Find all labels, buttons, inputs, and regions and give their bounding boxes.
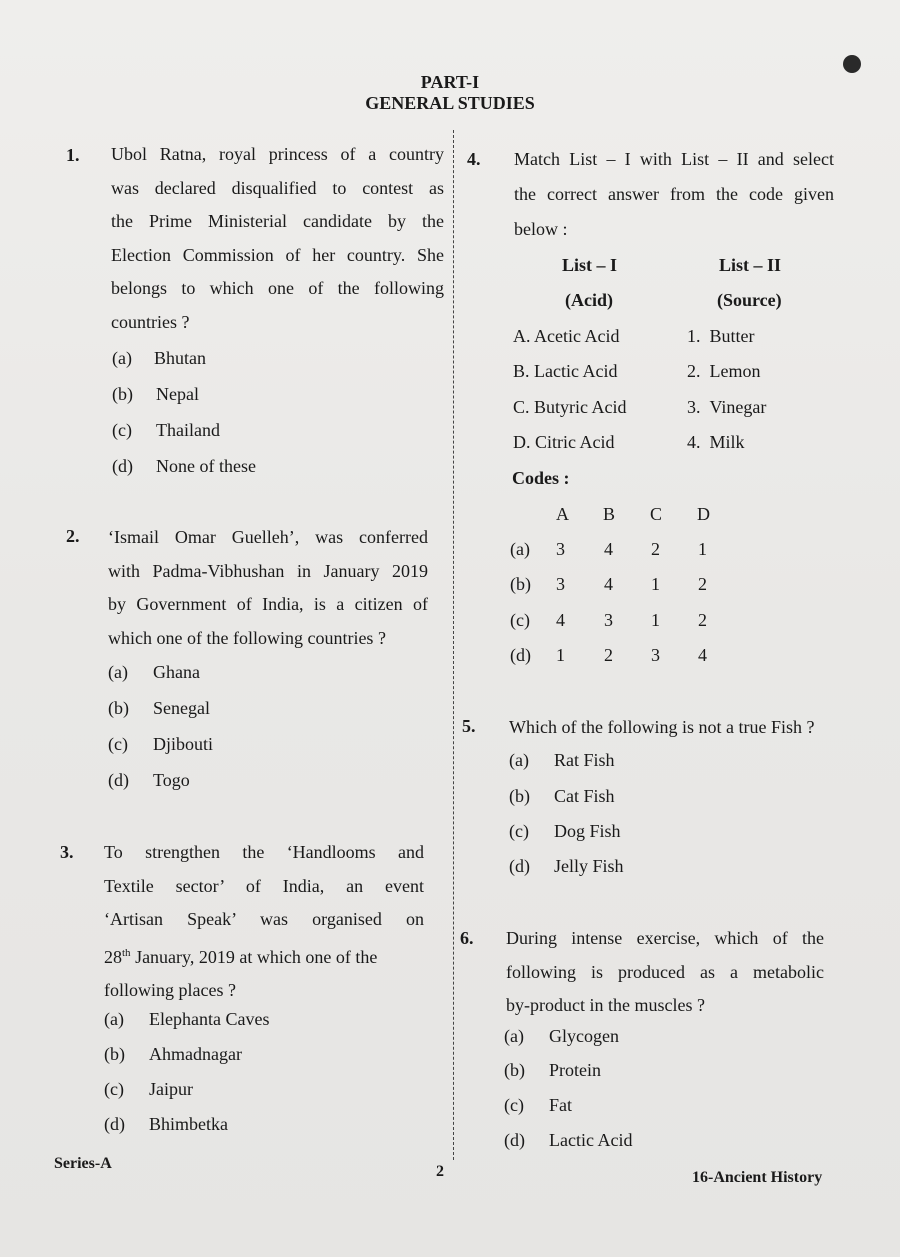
item-value: Acetic Acid	[534, 326, 620, 346]
question-2-text	[108, 521, 428, 655]
question-line: was declared disqualified to contest as	[111, 177, 444, 198]
list2-item	[687, 361, 761, 382]
option-text: Thailand	[156, 420, 220, 440]
question-line: Election Commission of her country. She	[111, 244, 444, 265]
question-6-text	[506, 922, 824, 1023]
option-label: (d)	[509, 856, 530, 876]
option-label: (b)	[112, 384, 133, 404]
part-title: PART-I	[420, 72, 480, 92]
q1-option-c	[112, 420, 220, 441]
list2-item	[687, 432, 745, 453]
question-3-number: 3.	[60, 842, 74, 862]
question-line: following is produced as a metabolic	[506, 961, 824, 982]
item-key: B.	[513, 361, 530, 381]
code-value: 1	[651, 610, 660, 630]
option-text: Djibouti	[153, 734, 214, 754]
question-4-number: 4.	[467, 149, 481, 169]
item-key: 2.	[687, 361, 701, 381]
question-line: Ubol Ratna, royal princess of a country	[111, 144, 444, 164]
option-label: (a)	[108, 662, 128, 682]
option-text: Cat Fish	[554, 786, 615, 806]
question-line: the correct answer from the code given	[514, 184, 834, 204]
code-value: 2	[651, 539, 660, 559]
q1-option-a	[112, 348, 206, 369]
code-value: 4	[604, 539, 613, 559]
code-value: 2	[698, 574, 707, 594]
option-label: (d)	[108, 770, 129, 790]
code-value: 2	[604, 645, 613, 665]
code-row-label: (b)	[510, 574, 531, 594]
item-key: C.	[513, 397, 530, 417]
code-row-label: (c)	[510, 610, 530, 630]
code-value: 4	[698, 645, 707, 665]
question-6-number: 6.	[460, 928, 474, 948]
option-label: (c)	[108, 734, 128, 754]
code-value: 1	[556, 645, 565, 665]
option-label: (b)	[509, 786, 530, 806]
code-value: 1	[698, 539, 707, 559]
item-key: 4.	[687, 432, 701, 452]
q5-option-d	[509, 856, 624, 877]
item-value: Lemon	[709, 361, 761, 381]
q6-option-c	[504, 1095, 572, 1116]
q5-option-b	[509, 786, 615, 807]
question-4-text	[514, 142, 834, 247]
item-key: 3.	[687, 397, 701, 417]
question-line: During intense exercise, which of the	[506, 928, 824, 948]
option-label: (d)	[504, 1130, 525, 1150]
q2-option-a	[108, 662, 200, 683]
question-line: following places ?	[104, 980, 236, 1000]
item-value: Butter	[709, 326, 755, 346]
q6-option-b	[504, 1060, 601, 1081]
option-text: Ahmadnagar	[149, 1044, 242, 1064]
option-text: Bhutan	[154, 348, 206, 368]
q2-option-c	[108, 734, 213, 755]
list1-item	[513, 326, 619, 347]
date-day: 28	[104, 946, 122, 967]
option-text: Dog Fish	[554, 821, 621, 841]
question-line: To strengthen the ‘Handlooms and	[104, 842, 424, 862]
code-row-label: (d)	[510, 645, 531, 665]
item-value: Citric Acid	[535, 432, 615, 452]
question-5-number: 5.	[462, 716, 476, 736]
question-line: Match List – I with List – II and select	[514, 149, 834, 169]
code-header: B	[603, 504, 616, 524]
code-value: 3	[556, 574, 565, 594]
question-2-number: 2.	[66, 526, 80, 546]
date-suffix: th	[122, 946, 131, 959]
list1-item	[513, 361, 617, 382]
list2-title: List – II	[719, 255, 782, 275]
q3-option-c	[104, 1079, 193, 1100]
option-label: (c)	[104, 1079, 124, 1099]
code-value: 2	[698, 610, 707, 630]
item-value: Lactic Acid	[534, 361, 618, 381]
item-value: Milk	[709, 432, 745, 452]
q3-option-a	[104, 1009, 269, 1030]
question-line: Textile sector’ of India, an event	[104, 875, 424, 896]
option-text: Elephanta Caves	[149, 1009, 270, 1029]
option-label: (a)	[504, 1026, 524, 1046]
item-key: D.	[513, 432, 531, 452]
option-label: (c)	[504, 1095, 524, 1115]
question-3-text	[104, 836, 424, 1008]
code-value: 3	[556, 539, 565, 559]
list2-subtitle: (Source)	[717, 290, 782, 310]
item-value: Butyric Acid	[534, 397, 627, 417]
option-text: Jaipur	[149, 1079, 193, 1099]
question-line: below :	[514, 219, 568, 239]
code-value: 1	[651, 574, 660, 594]
option-text: Glycogen	[549, 1026, 619, 1046]
option-text: Lactic Acid	[549, 1130, 633, 1150]
option-label: (c)	[112, 420, 132, 440]
option-label: (a)	[104, 1009, 124, 1029]
option-text: Bhimbetka	[149, 1114, 228, 1134]
q5-option-c	[509, 821, 621, 842]
option-text: Jelly Fish	[554, 856, 624, 876]
list1-subtitle: (Acid)	[565, 290, 613, 310]
option-label: (b)	[504, 1060, 525, 1080]
code-header: A	[556, 504, 569, 524]
punch-hole-mark	[843, 55, 861, 73]
question-1-number: 1.	[66, 145, 80, 165]
code-header: C	[650, 504, 663, 524]
question-1-text	[111, 138, 444, 339]
codes-label: Codes :	[512, 468, 570, 488]
list2-item	[687, 397, 766, 418]
q3-option-d	[104, 1114, 228, 1135]
option-label: (b)	[104, 1044, 125, 1064]
code-value: 4	[556, 610, 565, 630]
q5-option-a	[509, 750, 615, 771]
option-text: Senegal	[153, 698, 210, 718]
question-line: the Prime Ministerial candidate by the	[111, 211, 444, 231]
code-value: 3	[604, 610, 613, 630]
series-label: Series-A	[54, 1155, 112, 1172]
subject-label: 16-Ancient History	[692, 1169, 823, 1186]
code-value: 4	[604, 574, 613, 594]
section-title: GENERAL STUDIES	[365, 93, 535, 113]
option-text: Togo	[153, 770, 190, 790]
question-line: by-product in the muscles ?	[506, 995, 705, 1015]
q2-option-d	[108, 770, 190, 791]
list2-item	[687, 326, 755, 347]
question-line: belongs to which one of the following	[111, 278, 444, 298]
option-text: Ghana	[153, 662, 200, 682]
page-number: 2	[436, 1163, 444, 1180]
q3-option-b	[104, 1044, 242, 1065]
q1-option-d	[112, 456, 256, 477]
question-line: by Government of India, is a citizen of	[108, 594, 428, 614]
q2-option-b	[108, 698, 210, 719]
question-5-text: Which of the following is not a true Fish ?	[509, 717, 815, 737]
question-line: ‘Ismail Omar Guelleh’, was conferred	[108, 527, 428, 547]
option-label: (a)	[112, 348, 132, 368]
item-value: Vinegar	[709, 397, 767, 417]
option-label: (b)	[108, 698, 129, 718]
question-line: which one of the following countries ?	[108, 627, 386, 648]
option-text: Protein	[549, 1060, 601, 1080]
option-text: None of these	[156, 456, 256, 476]
date-rest: January, 2019 at which one of the	[130, 946, 378, 967]
option-text: Fat	[549, 1095, 573, 1115]
question-line: ‘Artisan Speak’ was organised on	[104, 909, 424, 929]
option-text: Rat Fish	[554, 750, 615, 770]
q6-option-d	[504, 1130, 632, 1151]
option-label: (c)	[509, 821, 529, 841]
item-key: 1.	[687, 326, 701, 346]
item-key: A.	[513, 326, 531, 346]
option-label: (d)	[112, 456, 133, 476]
q6-option-a	[504, 1026, 619, 1047]
option-text: Nepal	[156, 384, 199, 404]
code-row-label: (a)	[510, 539, 530, 559]
question-line: with Padma-Vibhushan in January 2019	[108, 560, 428, 581]
question-line: countries ?	[111, 311, 190, 332]
option-label: (a)	[509, 750, 529, 770]
q1-option-b	[112, 384, 199, 405]
column-divider	[453, 130, 454, 1160]
code-value: 3	[651, 645, 660, 665]
list1-item	[513, 397, 627, 418]
list1-title: List – I	[562, 255, 618, 275]
question-line	[104, 937, 424, 975]
option-label: (d)	[104, 1114, 125, 1134]
code-header: D	[697, 504, 710, 524]
list1-item	[513, 432, 615, 453]
